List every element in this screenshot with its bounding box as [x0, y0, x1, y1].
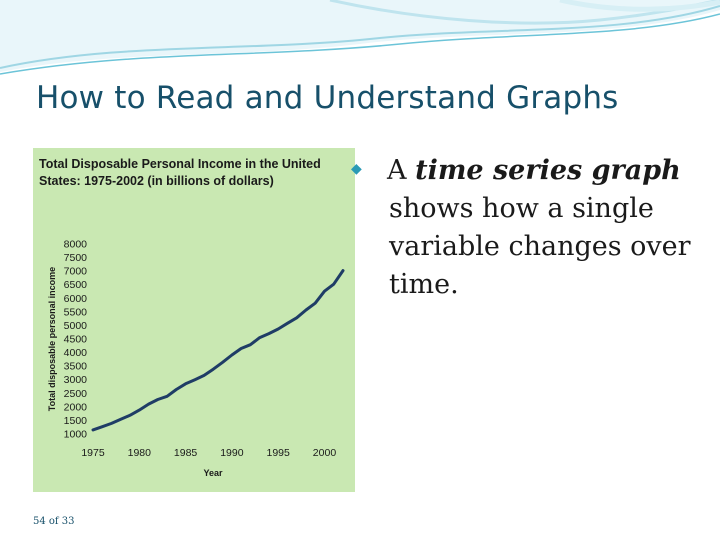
y-tick-label: 3500 — [63, 360, 87, 373]
y-tick-label: 5000 — [63, 319, 87, 332]
y-tick-label: 6500 — [63, 279, 87, 292]
x-tick-label: 1980 — [127, 447, 151, 459]
header-wave-decoration — [0, 0, 720, 90]
x-axis-label: Year — [203, 468, 223, 478]
y-tick-label: 7000 — [63, 265, 87, 278]
y-tick-label: 2000 — [63, 401, 87, 414]
bullet-icon: ◆ — [351, 161, 362, 177]
y-tick-label: 4000 — [63, 347, 87, 360]
slide-number: 54 of 33 — [33, 516, 75, 527]
y-tick-label: 1500 — [63, 414, 87, 427]
chart-panel — [33, 148, 355, 492]
y-tick-label: 3000 — [63, 374, 87, 387]
x-tick-label: 1990 — [220, 447, 244, 459]
chart-title: Total Disposable Personal Income in the United States: 1975-2002 (in billions of dollars) — [39, 157, 321, 188]
y-tick-label: 4500 — [63, 333, 87, 346]
x-tick-label: 2000 — [312, 447, 337, 459]
bullet-rest: shows how a single variable changes over time. — [389, 193, 691, 300]
y-tick-label: 8000 — [63, 238, 87, 251]
x-tick-label: 1985 — [173, 447, 198, 459]
x-tick-label: 1975 — [81, 447, 105, 459]
income-series-line — [93, 271, 343, 430]
y-tick-label: 1000 — [63, 428, 87, 441]
y-axis-label: Total disposable personal income — [47, 266, 57, 412]
y-tick-label: 7500 — [63, 252, 87, 265]
bullet-emphasis: time series graph — [415, 155, 681, 186]
y-tick-label: 2500 — [63, 387, 87, 400]
y-tick-label: 6000 — [63, 292, 87, 305]
y-tick-label: 5500 — [63, 306, 87, 319]
bullet-lead: A — [387, 155, 416, 186]
slide-title: How to Read and Understand Graphs — [36, 80, 619, 116]
bullet-point — [351, 150, 719, 304]
x-tick-label: 1995 — [266, 447, 290, 459]
line-chart — [33, 148, 355, 492]
